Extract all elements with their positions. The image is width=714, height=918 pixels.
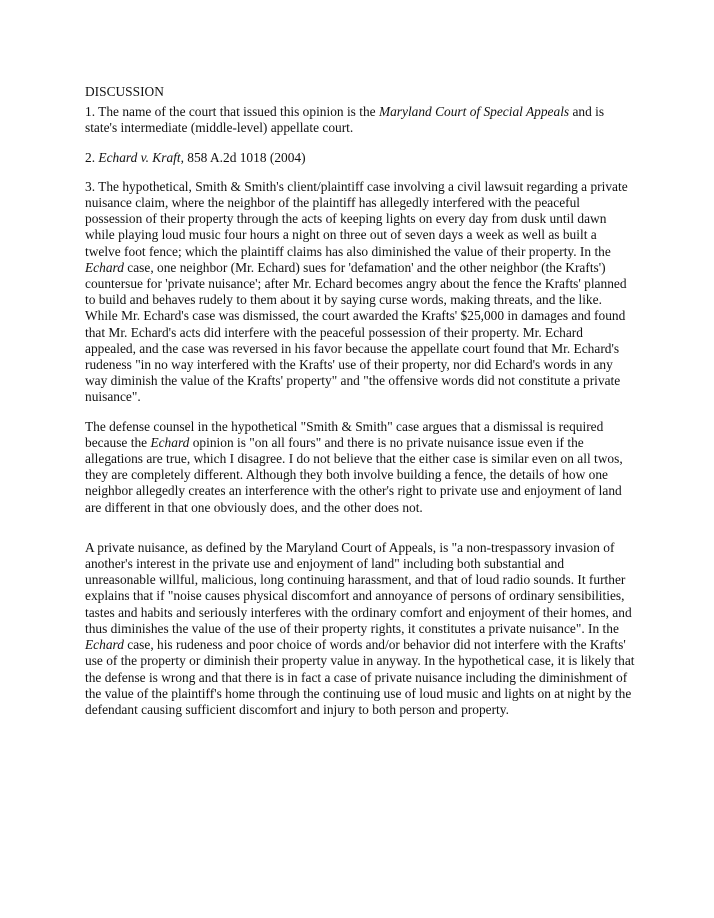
defense-text-lead: The defense counsel in the hypothetical "Smith & Smith" case argues that a dismissal is required because the <box>85 418 604 450</box>
case-name-echard: Echard <box>85 259 124 275</box>
defense-text-tail: opinion is "on all fours" and there is no private nuisance issue even if the allegations are true, which I disagree. I do not believe that the either case is similar even on all twos, they are completely different. Although they both involve building a fence, the details of how one neighbor allegedly creates an interference with the other's right to private use and enjoyment of land are different in that one obviously does, and the other does not. <box>85 434 623 515</box>
hypothetical-text-tail: case, one neighbor (Mr. Echard) sues for 'defamation' and the other neighbor (the Krafts') countersue for 'private nuisance'; after Mr. Echard becomes angry about the fence the Krafts' planned to build and behaves rudely to them about it by saying curse words, making threats, and the like. While Mr. Echard's case was dismissed, the court awarded the Krafts' $25,000 in damages and found that Mr. Echard's acts did interfere with the peaceful possession of their property. Mr. Echard appealed, and the case was reversed in his favor because the appellate court found that Mr. Echard's rudeness "in no way interfered with the Krafts' use of their property, nor did Echard's words in any way diminish the value of the Krafts' property" and "the offensive words did not constitute a private nuisance". <box>85 259 627 405</box>
paragraph-court <box>85 104 635 136</box>
document-page <box>85 84 635 731</box>
case-name-echard: Echard <box>150 434 190 450</box>
citation-reporter: , 858 A.2d 1018 (2004) <box>180 149 306 165</box>
nuisance-text-lead: A private nuisance, as defined by the Maryland Court of Appeals, is "a non-trespassory invasion of another's interest in the private use and enjoyment of land" including both substantial and unreasonable willful, malicious, long continuing harassment, and that of loud radio sounds. It further explains that if "noise causes physical discomfort and annoyance of persons of ordinary sensibilities, tastes and habits and seriously interferes with the ordinary comfort and enjoyment of their homes, and thus diminishes the value of the use of their property rights, it constitutes a private nuisance". In the <box>85 539 632 636</box>
paragraph-citation <box>85 150 635 166</box>
paragraph-defense <box>85 419 635 516</box>
section-heading: DISCUSSION <box>85 84 164 99</box>
court-name: Maryland Court of Special Appeals <box>378 104 570 120</box>
court-text-tail: and is state's intermediate (middle-level) appellate court. <box>85 104 605 136</box>
case-name: Echard v. Kraft <box>98 149 181 165</box>
nuisance-text-tail: case, his rudeness and poor choice of words and/or behavior did not interfere with the Krafts' use of the property or diminish their property value in anyway. In the hypothetical case, it is likely that the defense is wrong and that there is in fact a case of private nuisance including the diminishment of the value of the plaintiff's home through the continuing use of loud music and lights on at night by the defendant causing sufficient discomfort and injury to both person and property. <box>85 637 635 717</box>
court-text-lead: 1. The name of the court that issued this opinion is the <box>85 104 379 120</box>
case-name-echard: Echard <box>85 637 124 653</box>
hypothetical-text-lead: 3. The hypothetical, Smith & Smith's client/plaintiff case involving a civil lawsuit regarding a private nuisance claim, where the neighbor of the plaintiff has allegedly interfered with the peaceful possession of their property through the acts of keeping lights on every day from dusk until dawn while playing loud music four hours a night on three out of seven days a week as well as built a twelve foot fence; which the plaintiff claims has also diminished the value of their property. In the <box>85 178 628 259</box>
paragraph-hypothetical <box>85 179 635 406</box>
citation-number: 2. <box>85 149 99 165</box>
paragraph-private-nuisance <box>85 540 635 718</box>
